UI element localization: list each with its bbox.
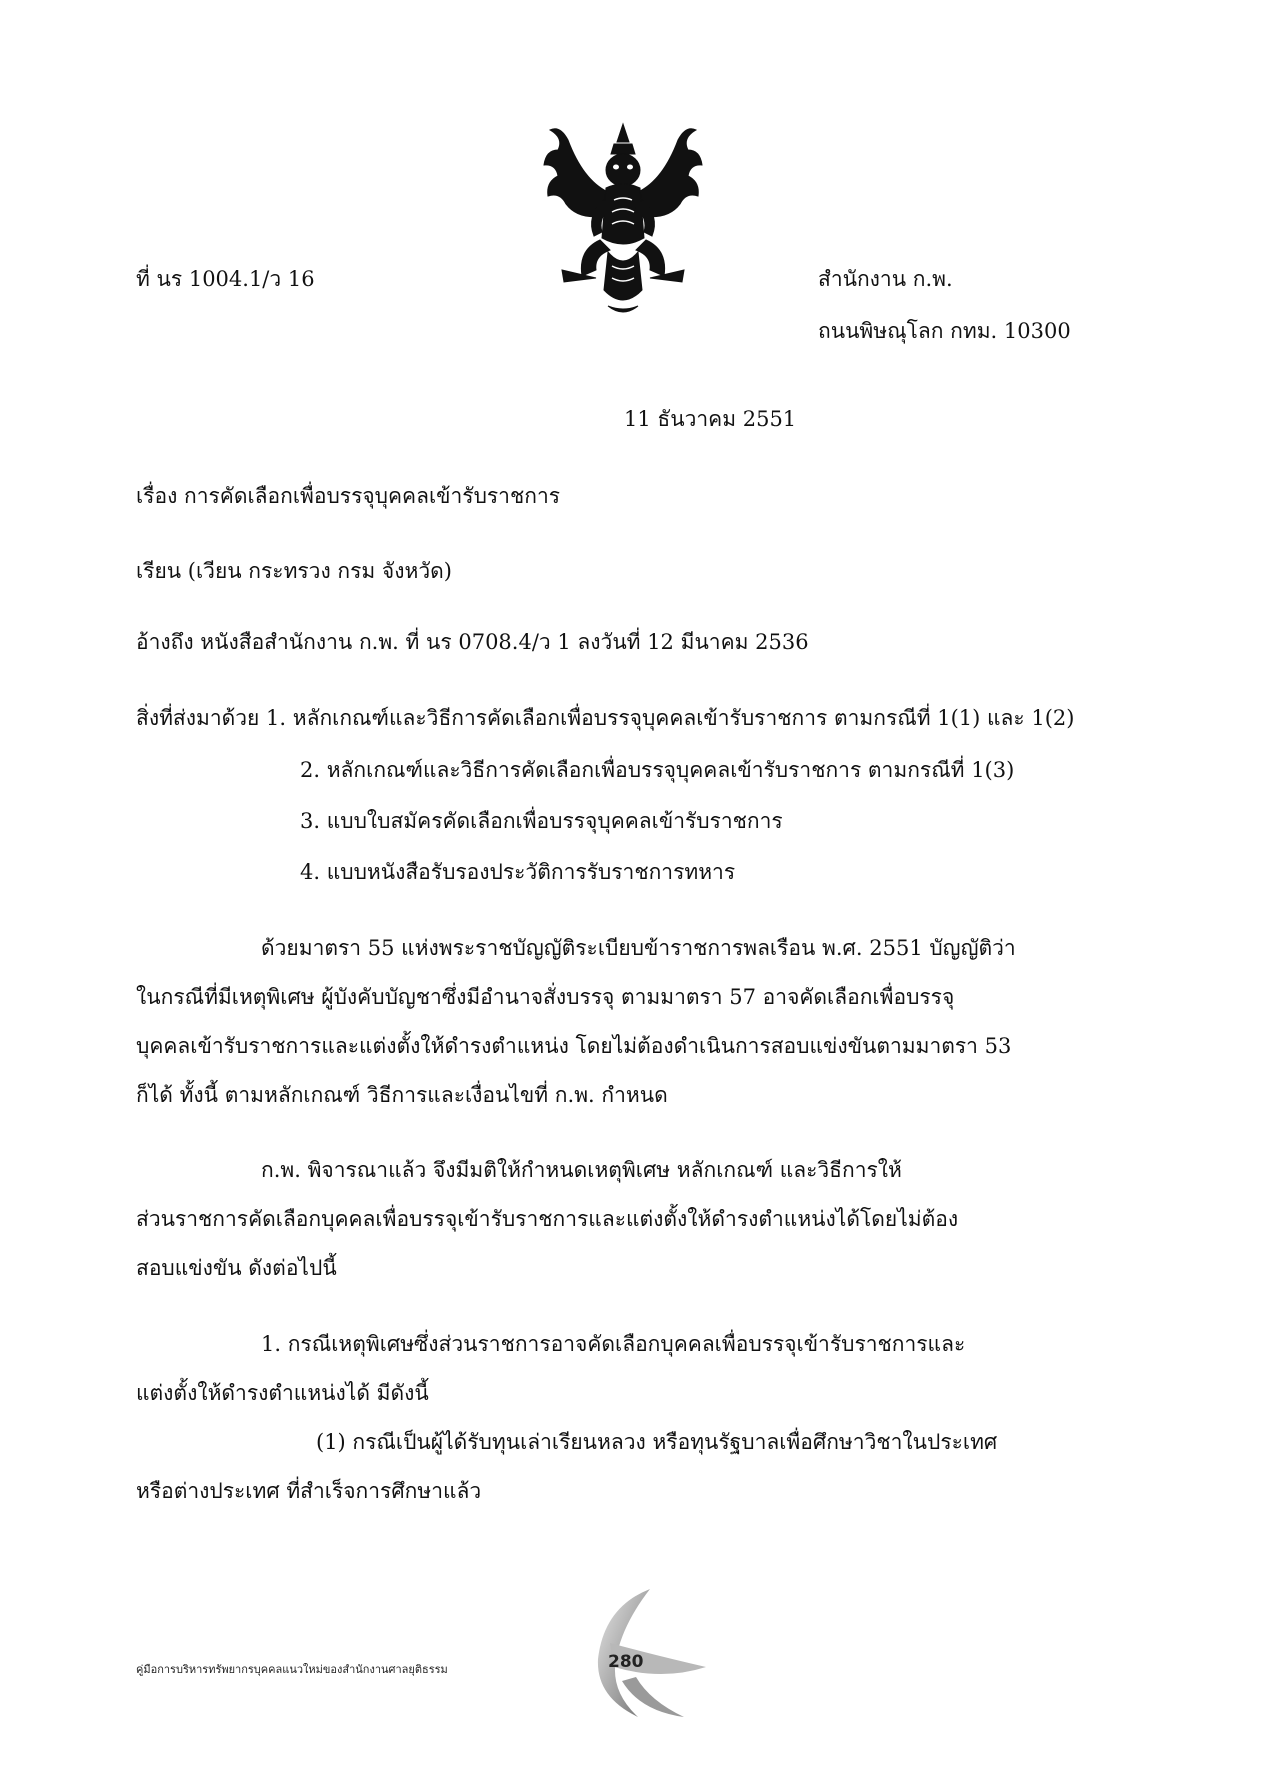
enclosure-item-2: 2. หลักเกณฑ์และวิธีการคัดเลือกเพื่อบรรจุบุคคลเข้ารับราชการ ตามกรณีที่ 1(3)	[300, 758, 1015, 782]
paragraph-line: (1) กรณีเป็นผู้ได้รับทุนเล่าเรียนหลวง หรือทุนรัฐบาลเพื่อศึกษาวิชาในประเทศ	[316, 1430, 998, 1454]
body-paragraph-1	[136, 924, 1116, 1120]
organization-address: ถนนพิษณุโลก กทม. 10300	[818, 319, 1071, 343]
footer-caption: คู่มือการบริหารทรัพยากรบุคคลแนวใหม่ของสำนักงานศาลยุติธรรม	[136, 1663, 448, 1676]
paragraph-line: ด้วยมาตรา 55 แห่งพระราชบัญญัติระเบียบข้าราชการพลเรือน พ.ศ. 2551 บัญญัติว่า	[261, 936, 1016, 960]
swirl-logo-icon	[580, 1585, 710, 1725]
letter-reference: อ้างถึง หนังสือสำนักงาน ก.พ. ที่ นร 0708.4/ว 1 ลงวันที่ 12 มีนาคม 2536	[136, 630, 809, 654]
body-paragraph-3	[136, 1320, 1116, 1516]
paragraph-line: ก.พ. พิจารณาแล้ว จึงมีมติให้กำหนดเหตุพิเศษ หลักเกณฑ์ และวิธีการให้	[261, 1158, 902, 1182]
paragraph-line: บุคคลเข้ารับราชการและแต่งตั้งให้ดำรงตำแหน่ง โดยไม่ต้องดำเนินการสอบแข่งขันตามมาตรา 53	[136, 1034, 1012, 1058]
enclosure-item-4: 4. แบบหนังสือรับรองประวัติการรับราชการทหาร	[300, 860, 736, 884]
page-number: 280	[608, 1652, 644, 1672]
paragraph-line: สอบแข่งขัน ดังต่อไปนี้	[136, 1256, 337, 1280]
letter-recipient: เรียน (เวียน กระทรวง กรม จังหวัด)	[136, 559, 452, 583]
body-paragraph-2	[136, 1146, 1116, 1293]
paragraph-line: หรือต่างประเทศ ที่สำเร็จการศึกษาแล้ว	[136, 1479, 482, 1503]
enclosure-item-3: 3. แบบใบสมัครคัดเลือกเพื่อบรรจุบุคคลเข้ารับราชการ	[300, 809, 783, 833]
reference-number: ที่ นร 1004.1/ว 16	[136, 267, 315, 291]
enclosure-item-1: สิ่งที่ส่งมาด้วย 1. หลักเกณฑ์และวิธีการคัดเลือกเพื่อบรรจุบุคคลเข้ารับราชการ ตามกรณีที่ 1(1) และ 1(2)	[136, 706, 1075, 730]
paragraph-line: แต่งตั้งให้ดำรงตำแหน่งได้ มีดังนี้	[136, 1381, 429, 1405]
paragraph-line: ในกรณีที่มีเหตุพิเศษ ผู้บังคับบัญชาซึ่งมีอำนาจสั่งบรรจุ ตามมาตรา 57 อาจคัดเลือกเพื่อบรรจุ	[136, 985, 955, 1009]
paragraph-line: ส่วนราชการคัดเลือกบุคคลเพื่อบรรจุเข้ารับราชการและแต่งตั้งให้ดำรงตำแหน่งได้โดยไม่ต้อง	[136, 1207, 959, 1231]
letter-subject: เรื่อง การคัดเลือกเพื่อบรรจุบุคคลเข้ารับราชการ	[136, 484, 561, 508]
paragraph-line: ก็ได้ ทั้งนี้ ตามหลักเกณฑ์ วิธีการและเงื่อนไขที่ ก.พ. กำหนด	[136, 1083, 668, 1107]
paragraph-line: 1. กรณีเหตุพิเศษซึ่งส่วนราชการอาจคัดเลือกบุคคลเพื่อบรรจุเข้ารับราชการและ	[261, 1332, 966, 1356]
letter-date: 11 ธันวาคม 2551	[624, 407, 797, 431]
organization-name: สำนักงาน ก.พ.	[818, 267, 953, 291]
garuda-emblem-icon	[538, 120, 708, 320]
